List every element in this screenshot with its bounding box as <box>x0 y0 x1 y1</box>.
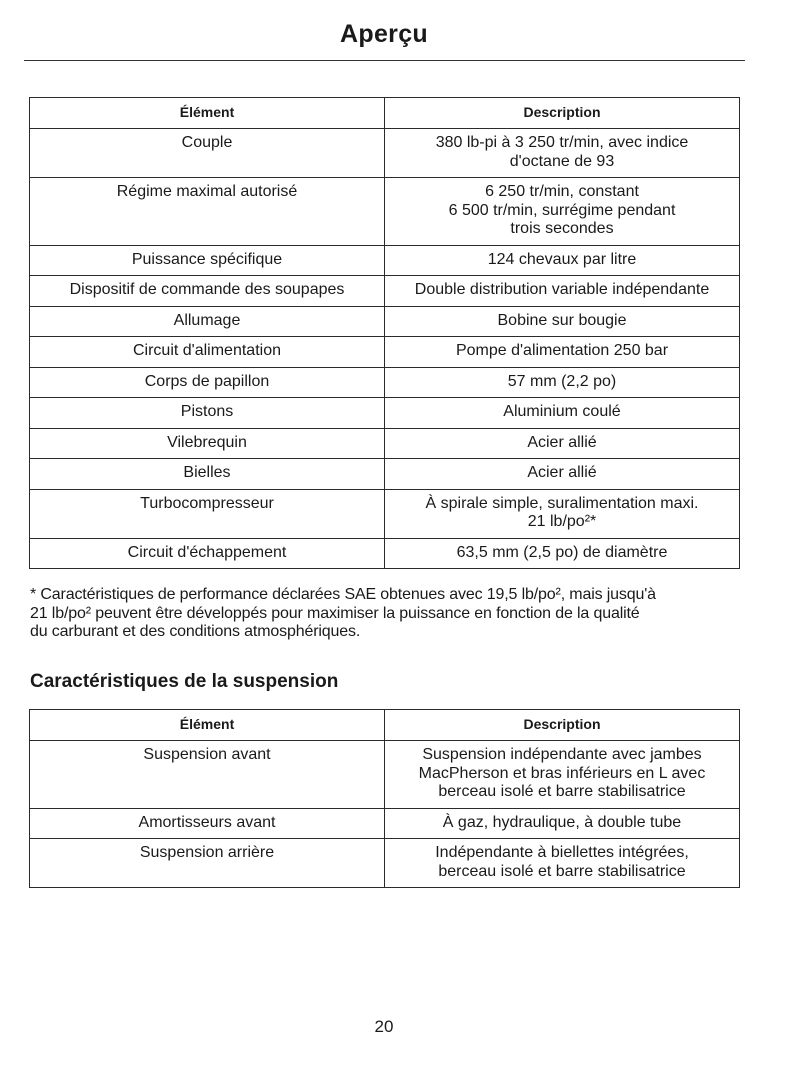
page-number: 20 <box>374 1017 394 1036</box>
cell-description <box>385 306 740 337</box>
description-line: Acier allié <box>527 464 597 481</box>
table-row <box>30 129 740 178</box>
table-header-row <box>30 98 740 129</box>
table-row <box>30 337 740 368</box>
column-header-element: Élément <box>30 710 385 741</box>
table-row <box>30 741 740 809</box>
description-line: 57 mm (2,2 po) <box>507 372 617 390</box>
page-title: Aperçu <box>340 20 428 48</box>
description-line: Suspension indépendante avec jambes <box>422 746 702 763</box>
description-line: d'octane de 93 <box>509 152 615 170</box>
cell-element <box>30 306 385 337</box>
element-label: Vilebrequin <box>167 433 247 451</box>
element-label: Corps de papillon <box>144 372 270 390</box>
description-line: trois secondes <box>510 220 614 237</box>
table-header-row <box>30 710 740 741</box>
description-line: MacPherson et bras inférieurs en L avec <box>418 764 706 782</box>
footnote-line: 21 lb/po² peuvent être développés pour maximiser la puissance en fonction de la qualité <box>30 604 640 622</box>
element-label: Amortisseurs avant <box>138 813 276 831</box>
description-line: À gaz, hydraulique, à double tube <box>442 813 682 831</box>
cell-element <box>30 538 385 569</box>
description-line: berceau isolé et barre stabilisatrice <box>438 862 686 880</box>
description-line: 380 lb-pi à 3 250 tr/min, avec indice <box>435 134 689 151</box>
cell-element <box>30 428 385 459</box>
element-label: Circuit d'échappement <box>127 543 287 561</box>
column-header-description: Description <box>385 710 740 741</box>
description-line: Acier allié <box>527 433 597 451</box>
description-line: 63,5 mm (2,5 po) de diamètre <box>456 543 668 561</box>
table-row <box>30 428 740 459</box>
description-line: 6 500 tr/min, surrégime pendant <box>448 201 676 219</box>
cell-description <box>385 398 740 429</box>
table-row <box>30 367 740 398</box>
cell-description <box>385 808 740 839</box>
table-row <box>30 276 740 307</box>
description-line: Pompe d'alimentation 250 bar <box>455 342 669 359</box>
cell-element <box>30 178 385 246</box>
table-row <box>30 538 740 569</box>
table-row <box>30 839 740 888</box>
element-label: Bielles <box>183 464 231 481</box>
table-row <box>30 808 740 839</box>
description-line: À spirale simple, suralimentation maxi. <box>425 494 699 512</box>
description-line: Bobine sur bougie <box>497 311 627 329</box>
footnote-line: * Caractéristiques de performance déclarées SAE obtenues avec 19,5 lb/po², mais jusqu'à <box>30 586 656 603</box>
cell-description <box>385 337 740 368</box>
description-line: 6 250 tr/min, constant <box>485 183 639 200</box>
title-divider <box>24 60 745 61</box>
description-line: 124 chevaux par litre <box>487 250 637 268</box>
cell-description <box>385 459 740 490</box>
cell-description <box>385 367 740 398</box>
cell-element <box>30 741 385 809</box>
cell-element <box>30 398 385 429</box>
element-label: Circuit d'alimentation <box>132 342 281 359</box>
element-label: Dispositif de commande des soupapes <box>69 281 345 298</box>
cell-element <box>30 129 385 178</box>
cell-description <box>385 276 740 307</box>
footnote-line: du carburant et des conditions atmosphériques. <box>30 623 361 640</box>
cell-element <box>30 367 385 398</box>
engine-table-body <box>30 129 740 569</box>
cell-description <box>385 245 740 276</box>
suspension-table-body <box>30 741 740 888</box>
table-row <box>30 459 740 490</box>
element-label: Couple <box>181 134 233 151</box>
description-line: berceau isolé et barre stabilisatrice <box>438 783 686 800</box>
element-label: Turbocompresseur <box>140 494 274 512</box>
cell-description <box>385 538 740 569</box>
column-header-element: Élément <box>30 98 385 129</box>
element-label: Suspension arrière <box>139 844 275 861</box>
element-label: Puissance spécifique <box>131 250 283 268</box>
description-line: Double distribution variable indépendante <box>414 281 710 298</box>
element-label: Allumage <box>173 311 241 329</box>
cell-description <box>385 489 740 538</box>
cell-description <box>385 428 740 459</box>
element-label: Pistons <box>180 403 234 420</box>
table-row <box>30 306 740 337</box>
element-label: Suspension avant <box>143 746 271 763</box>
description-line: Aluminium coulé <box>503 403 621 420</box>
table-row <box>30 398 740 429</box>
suspension-section-heading: Caractéristiques de la suspension <box>30 671 339 692</box>
column-header-description: Description <box>385 98 740 129</box>
cell-description <box>385 741 740 809</box>
description-line: 21 lb/po²* <box>527 513 597 530</box>
description-line: Indépendante à biellettes intégrées, <box>435 844 689 861</box>
cell-element <box>30 839 385 888</box>
suspension-specifications-table <box>29 709 740 888</box>
table-row <box>30 489 740 538</box>
cell-description <box>385 839 740 888</box>
cell-element <box>30 337 385 368</box>
cell-element <box>30 245 385 276</box>
cell-element <box>30 808 385 839</box>
element-label: Régime maximal autorisé <box>116 183 298 200</box>
table-row <box>30 178 740 246</box>
engine-specifications-table <box>29 97 740 569</box>
cell-element <box>30 459 385 490</box>
cell-element <box>30 489 385 538</box>
performance-footnote <box>30 586 742 642</box>
table-row <box>30 245 740 276</box>
cell-element <box>30 276 385 307</box>
cell-description <box>385 178 740 246</box>
cell-description <box>385 129 740 178</box>
